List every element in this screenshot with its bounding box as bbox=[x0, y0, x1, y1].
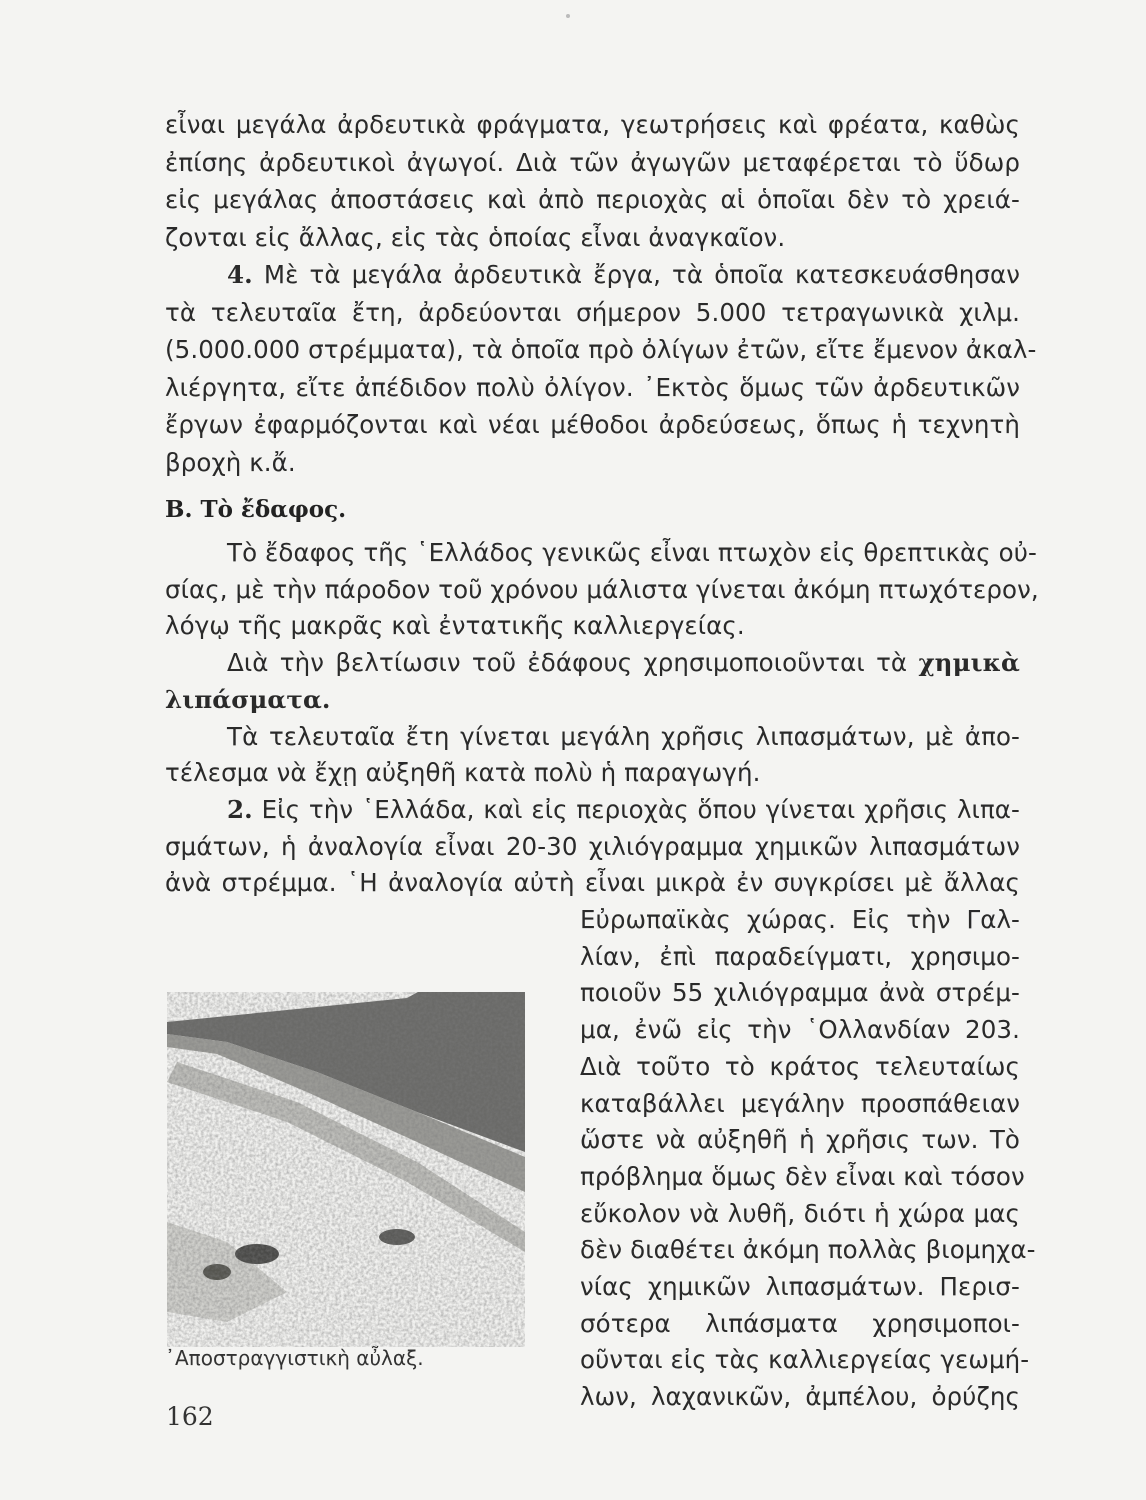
line-text: σμάτων, ἡ ἀναλογία εἶναι 20-30 χιλιόγραμμα χημικῶν λιπασμάτων bbox=[165, 831, 1020, 861]
text-line bbox=[165, 409, 1020, 441]
line-text: εἶναι μεγάλα ἀρδευτικὰ φράγματα, γεωτρήσεις καὶ φρέατα, καθὼς bbox=[165, 110, 1020, 139]
line-text: εὔκολον νὰ λυθῆ, διότι ἡ χώρα μας bbox=[580, 1198, 1020, 1228]
line-text: Εὐρωπαϊκὰς χώρας. Εἰς τὴν Γαλ- bbox=[580, 905, 1020, 934]
text-line bbox=[580, 1124, 1020, 1156]
text-line bbox=[580, 977, 1020, 1009]
text-line bbox=[165, 831, 1020, 863]
photo-drainage-ditch bbox=[167, 992, 525, 1347]
line-text: (5.000.000 στρέμματα), τὰ ὁποῖα πρὸ ὀλίγων ἐτῶν, εἴτε ἔμενον ἀκαλ- bbox=[165, 335, 1037, 364]
line-text: σίας, μὲ τὴν πάροδον τοῦ χρόνου μάλιστα γίνεται ἀκόμη πτωχότερον, bbox=[165, 574, 1039, 604]
text-line bbox=[165, 447, 1020, 479]
text-line bbox=[227, 794, 1020, 826]
text-line bbox=[580, 1344, 1030, 1376]
text-line bbox=[580, 1271, 1020, 1303]
line-text: λίαν, ἐπὶ παραδείγματι, χρησιμο- bbox=[580, 941, 1020, 971]
text-line bbox=[165, 184, 1020, 216]
text-line bbox=[165, 757, 1020, 789]
line-text: εἰς μεγάλας ἀποστάσεις καὶ ἀπὸ περιοχὰς αἱ ὁποῖαι δὲν τὸ χρειά- bbox=[165, 185, 1020, 214]
line-text: σότερα λιπάσματα χρησιμοποι- bbox=[580, 1308, 1020, 1338]
line-text: ὥστε νὰ αὐξηθῆ ἡ χρῆσις των. Τὸ bbox=[580, 1125, 1020, 1155]
scan-speck bbox=[566, 14, 570, 18]
text-line bbox=[227, 721, 1020, 753]
line-text: ποιοῦν 55 χιλιόγραμμα ἀνὰ στρέμ- bbox=[580, 978, 1020, 1008]
bold-term: λιπάσματα. bbox=[165, 684, 331, 714]
line-text: Μὲ τὰ μεγάλα ἀρδευτικὰ ἔργα, τὰ ὁποῖα κατεσκευάσθησαν bbox=[252, 260, 1020, 289]
line-text: καταβάλλει μεγάλην προσπάθειαν bbox=[580, 1088, 1020, 1118]
line-text: λιέργητα, εἴτε ἀπέδιδον πολὺ ὀλίγον. ᾿Εκτὸς ὅμως τῶν ἀρδευτικῶν bbox=[165, 372, 1020, 402]
photo-caption: ᾿Αποστραγγιστικὴ αὖλαξ. bbox=[165, 1346, 424, 1370]
line-text: Τὸ ἔδαφος τῆς ῾Ελλάδος γενικῶς εἶναι πτωχὸν εἰς θρεπτικὰς οὐ- bbox=[227, 538, 1037, 567]
line-text: Διὰ τοῦτο τὸ κράτος τελευταίως bbox=[580, 1051, 1020, 1081]
page-number: 162 bbox=[166, 1402, 214, 1431]
text-line bbox=[227, 647, 1020, 679]
text-line bbox=[165, 334, 1037, 366]
line-text: Εἰς τὴν ῾Ελλάδα, καὶ εἰς περιοχὰς ὅπου γίνεται χρῆσις λιπα- bbox=[252, 794, 1020, 824]
text-line bbox=[580, 1088, 1020, 1120]
text-line bbox=[227, 537, 1037, 569]
line-text: δὲν διαθέτει ἀκόμη πολλὰς βιομηχα- bbox=[580, 1235, 1036, 1265]
line-text: μα, ἐνῶ εἰς τὴν ῾Ολλανδίαν 203. bbox=[580, 1015, 1020, 1045]
line-text: Διὰ τὴν βελτίωσιν τοῦ ἐδάφους χρησιμοποιοῦνται τὰ bbox=[227, 648, 919, 678]
line-text: τὰ τελευταῖα ἔτη, ἀρδεύονται σήμερον 5.000 τετραγωνικὰ χιλμ. bbox=[165, 297, 1020, 327]
text-line bbox=[165, 297, 1020, 329]
line-text: οῦνται εἰς τὰς καλλιεργείας γεωμή- bbox=[580, 1345, 1030, 1375]
line-text: βροχὴ κ.ἄ. bbox=[165, 447, 296, 477]
text-line bbox=[165, 147, 1020, 179]
item-number: 4. bbox=[227, 260, 253, 289]
text-line bbox=[580, 904, 1020, 936]
text-line bbox=[165, 222, 1020, 254]
text-line bbox=[165, 372, 1020, 404]
text-line bbox=[580, 1051, 1020, 1083]
text-line bbox=[580, 1014, 1020, 1046]
text-line bbox=[580, 1308, 1020, 1340]
section-heading: B. Τὸ ἔδαφος. bbox=[165, 496, 347, 523]
line-text: νίας χημικῶν λιπασμάτων. Περισ- bbox=[580, 1272, 1020, 1301]
text-line bbox=[580, 941, 1020, 973]
text-line bbox=[580, 1161, 1025, 1193]
text-line bbox=[165, 684, 1020, 716]
line-text: ἀνὰ στρέμμα. ῾Η ἀναλογία αὐτὴ εἶναι μικρὰ ἐν συγκρίσει μὲ ἄλλας bbox=[165, 868, 1020, 898]
line-text: ἔργων ἐφαρμόζονται καὶ νέαι μέθοδοι ἀρδεύσεως, ὅπως ἡ τεχνητὴ bbox=[165, 410, 1020, 439]
text-line bbox=[165, 574, 1039, 606]
text-line bbox=[227, 259, 1020, 291]
line-text: πρόβλημα ὅμως δὲν εἶναι καὶ τόσον bbox=[580, 1161, 1025, 1191]
text-line bbox=[165, 867, 1020, 899]
photo-image bbox=[167, 992, 525, 1347]
line-text: τέλεσμα νὰ ἔχῃ αὐξηθῆ κατὰ πολὺ ἡ παραγωγή. bbox=[165, 758, 761, 788]
line-text: Τὰ τελευταῖα ἔτη γίνεται μεγάλη χρῆσις λιπασμάτων, μὲ ἀπο- bbox=[227, 721, 1020, 751]
text-line bbox=[165, 610, 1020, 642]
text-line bbox=[165, 109, 1020, 141]
line-text: λων, λαχανικῶν, ἀμπέλου, ὀρύζης bbox=[580, 1382, 1020, 1412]
line-text: ἐπίσης ἀρδευτικοὶ ἀγωγοί. Διὰ τῶν ἀγωγῶν μεταφέρεται τὸ ὕδωρ bbox=[165, 147, 1020, 177]
text-line bbox=[580, 1381, 1020, 1413]
bold-term: χημικὰ bbox=[918, 648, 1020, 678]
text-line bbox=[580, 1234, 1036, 1266]
text-line bbox=[580, 1198, 1020, 1230]
line-text: λόγῳ τῆς μακρᾶς καὶ ἐντατικῆς καλλιεργείας. bbox=[165, 611, 745, 641]
item-number: 2. bbox=[227, 794, 253, 824]
line-text: ζονται εἰς ἄλλας, εἰς τὰς ὁποίας εἶναι ἀναγκαῖον. bbox=[165, 222, 786, 252]
